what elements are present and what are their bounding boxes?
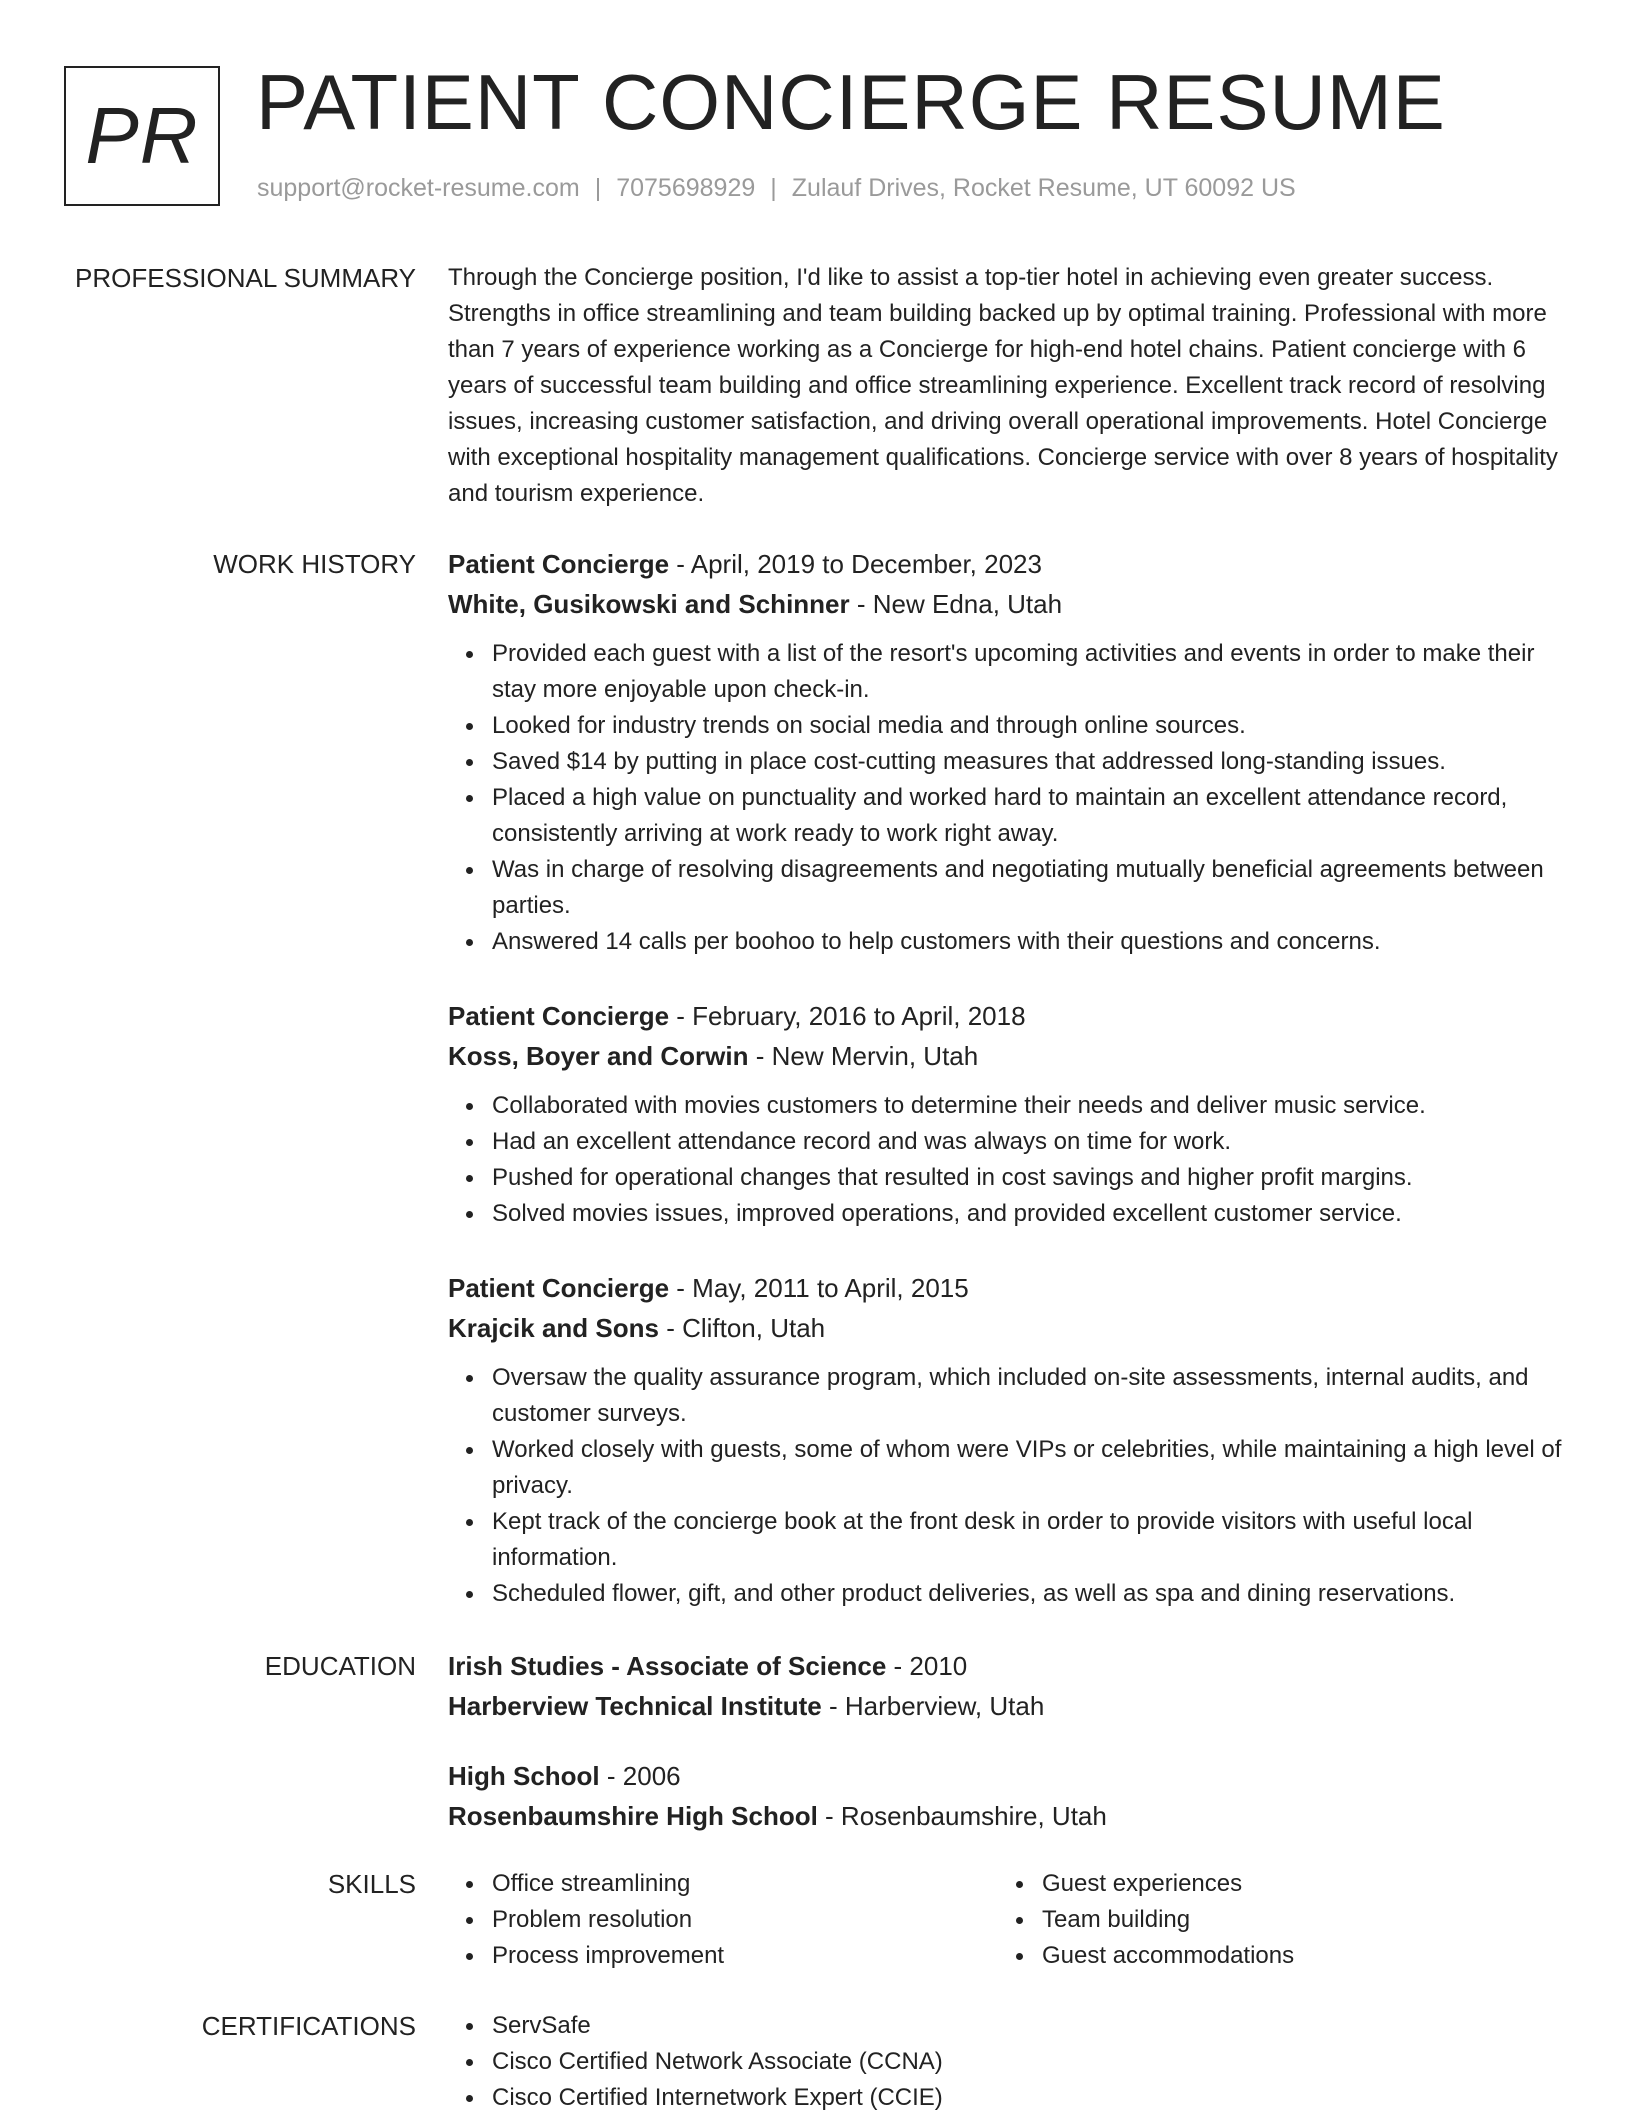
education-year: - 2010 [886,1651,968,1681]
monogram-badge [64,66,220,206]
education-degree-line [448,1646,1568,1686]
certifications-list [448,2008,1568,2116]
skill-item: Office streamlining [492,1866,998,1902]
education-location: - Harberview, Utah [821,1691,1045,1721]
job-bullet: Answered 14 calls per boohoo to help customers with their questions and concerns. [492,924,1568,960]
job-location: - New Mervin, Utah [748,1041,979,1071]
section-heading-education: EDUCATION [264,1651,416,1681]
resume-title: PATIENT CONCIERGE RESUME [256,58,1446,146]
job-bullets [448,1088,1568,1232]
job-title: Patient Concierge [448,1001,670,1031]
job-location: - Clifton, Utah [658,1313,826,1343]
contact-phone[interactable]: 7075698929 [616,174,756,202]
job-company-line [448,1036,1568,1076]
job-dates: - May, 2011 to April, 2015 [669,1273,969,1303]
job-bullet: Solved movies issues, improved operations, and provided excellent customer service. [492,1196,1568,1232]
certification-item: Cisco Certified Network Associate (CCNA) [492,2044,1568,2080]
skill-item: Guest accommodations [1042,1938,1548,1974]
skills-list [998,1866,1548,1974]
job-title: Patient Concierge [448,549,670,579]
section-heading-certifications: CERTIFICATIONS [201,2011,416,2041]
education-year: - 2006 [599,1761,681,1791]
education-degree: High School [448,1761,600,1791]
education-school-line [448,1796,1568,1836]
skill-item: Process improvement [492,1938,998,1974]
job-entry [448,996,1568,1232]
job-bullet: Collaborated with movies customers to determine their needs and deliver music service. [492,1088,1568,1124]
job-bullet: Kept track of the concierge book at the front desk in order to provide visitors with useful local information. [492,1504,1568,1576]
job-bullet: Pushed for operational changes that resulted in cost savings and higher profit margins. [492,1160,1568,1196]
job-dates: - April, 2019 to December, 2023 [669,549,1042,579]
job-company: Krajcik and Sons [448,1313,659,1343]
job-bullet: Scheduled flower, gift, and other product deliveries, as well as spa and dining reservations. [492,1576,1568,1612]
skill-item: Guest experiences [1042,1866,1548,1902]
education-degree-line [448,1756,1568,1796]
job-title-line [448,544,1568,584]
job-bullet: Saved $14 by putting in place cost-cutting measures that addressed long-standing issues. [492,744,1568,780]
work-history-body [448,544,1568,1648]
section-heading-work-history: WORK HISTORY [213,549,416,579]
education-school: Harberview Technical Institute [448,1691,822,1721]
section-heading-summary: PROFESSIONAL SUMMARY [75,263,416,293]
job-bullet: Worked closely with guests, some of whom were VIPs or celebrities, while maintaining a high level of privacy. [492,1432,1568,1504]
skills-list [448,1866,998,1974]
skills-grid [448,1866,1568,1974]
job-title: Patient Concierge [448,1273,670,1303]
job-company: White, Gusikowski and Schinner [448,589,850,619]
certification-item: ServSafe [492,2008,1568,2044]
job-title-line [448,996,1568,1036]
job-bullet: Placed a high value on punctuality and worked hard to maintain an excellent attendance record, consistently arriving at work ready to work right away. [492,780,1568,852]
summary-text: Through the Concierge position, I'd like to assist a top-tier hotel in achieving even greater success. Strengths in office streamlining and team building backed up by optimal training. Professional with more than 7 years of experience working as a Concierge for high-end hotel chains. Patient concierge with 6 years of successful team building and office streamlining experience. Excellent track record of resolving issues, increasing customer satisfaction, and driving overall operational improvements. Hotel Concierge with exceptional hospitality management qualifications. Concierge service with over 8 years of hospitality and tourism experience. [448,264,1558,507]
skill-item: Team building [1042,1902,1548,1938]
job-bullet: Looked for industry trends on social media and through online sources. [492,708,1568,744]
job-title-line [448,1268,1568,1308]
contact-email[interactable]: support@rocket-resume.com [257,174,580,202]
job-company: Koss, Boyer and Corwin [448,1041,749,1071]
job-bullets [448,636,1568,960]
monogram-text: PR [85,91,199,180]
job-entry [448,544,1568,960]
certifications-body [448,2008,1568,2116]
summary-body [448,260,1568,512]
skills-column-right [998,1866,1548,1974]
job-bullet: Provided each guest with a list of the resort's upcoming activities and events in order to make their stay more enjoyable upon check-in. [492,636,1568,708]
education-school: Rosenbaumshire High School [448,1801,818,1831]
job-entry [448,1268,1568,1612]
education-entry [448,1756,1568,1836]
skills-column-left [448,1866,998,1974]
education-location: - Rosenbaumshire, Utah [817,1801,1107,1831]
education-body [448,1646,1568,1866]
education-degree: Irish Studies - Associate of Science [448,1651,887,1681]
skill-item: Problem resolution [492,1902,998,1938]
job-bullet: Had an excellent attendance record and was always on time for work. [492,1124,1568,1160]
section-heading-skills: SKILLS [327,1869,416,1899]
job-bullets [448,1360,1568,1612]
job-location: - New Edna, Utah [849,589,1063,619]
job-company-line [448,584,1568,624]
certification-item: Cisco Certified Internetwork Expert (CCIE) [492,2080,1568,2116]
education-school-line [448,1686,1568,1726]
contact-address: Zulauf Drives, Rocket Resume, UT 60092 US [791,174,1296,202]
job-bullet: Oversaw the quality assurance program, which included on-site assessments, internal audits, and customer surveys. [492,1360,1568,1432]
contact-separator: | [770,174,777,202]
job-dates: - February, 2016 to April, 2018 [669,1001,1026,1031]
skills-body [448,1866,1568,1974]
job-bullet: Was in charge of resolving disagreements and negotiating mutually beneficial agreements between parties. [492,852,1568,924]
contact-separator: | [594,174,602,202]
education-entry [448,1646,1568,1726]
contact-line [257,174,1296,203]
job-company-line [448,1308,1568,1348]
